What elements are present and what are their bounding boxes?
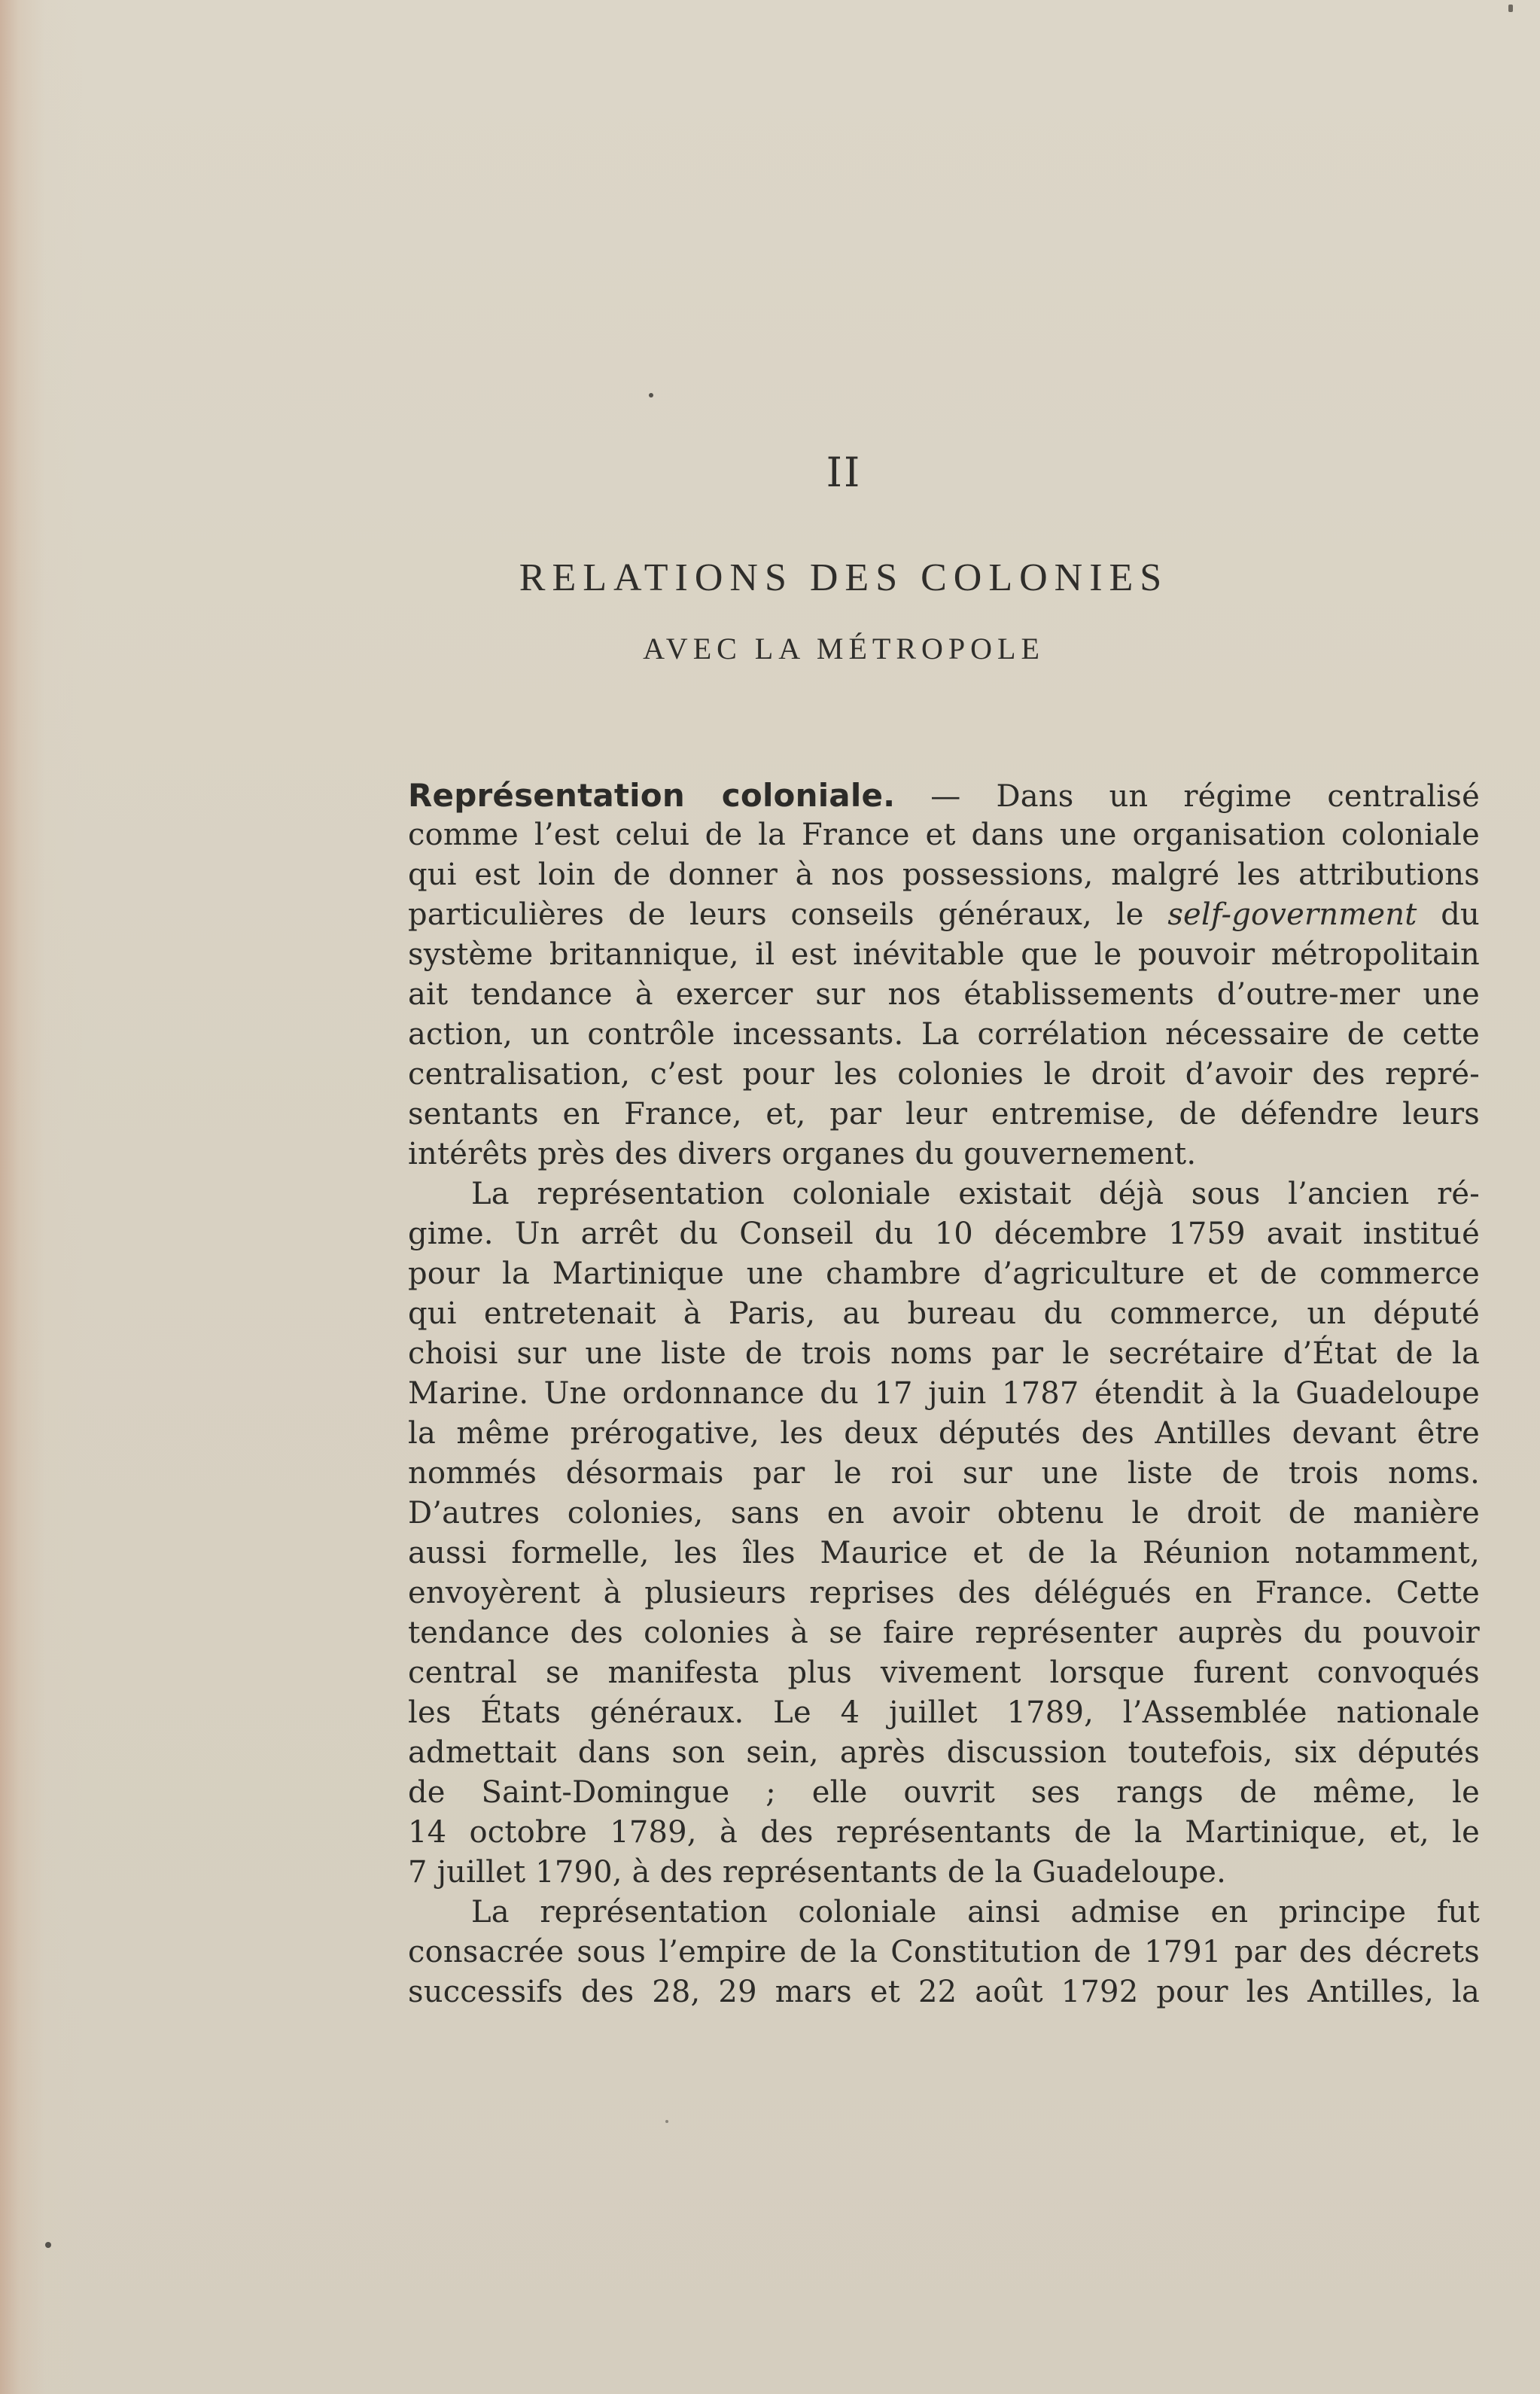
text-line: La représentation coloniale ainsi admise en principe fut (471, 1895, 1480, 1930)
text-line: D’autres colonies, sans en avoir obtenu le droit de manière (408, 1496, 1480, 1531)
text-line: pour la Martinique une chambre d’agriculture et de commerce (408, 1256, 1480, 1291)
text-line: 14 octobre 1789, à des représentants de la Martinique, et, le (408, 1815, 1480, 1850)
text-line: consacrée sous l’empire de la Constitution de 1791 par des décrets (408, 1935, 1480, 1969)
text-line: action, un contrôle incessants. La corrélation nécessaire de cette (408, 1017, 1480, 1052)
text-line: envoyèrent à plusieurs reprises des délégués en France. Cette (408, 1576, 1480, 1610)
text-fragment: — Dans un régime centralisé (895, 779, 1480, 814)
text-line: aussi formelle, les îles Maurice et de la Réunion notamment, (408, 1536, 1480, 1570)
text-line: central se manifesta plus vivement lorsque furent convoqués (408, 1655, 1480, 1690)
text-line: sentants en France, et, par leur entremise, de défendre leurs (408, 1097, 1480, 1132)
text-line (408, 775, 1480, 815)
text-line: tendance des colonies à se faire représenter auprès du pouvoir (408, 1616, 1480, 1650)
text-line: choisi sur une liste de trois noms par le secrétaire d’État de la (408, 1336, 1480, 1371)
text-line: la même prérogative, les deux députés des Antilles devant être (408, 1416, 1480, 1451)
text-line: centralisation, c’est pour les colonies le droit d’avoir des repré- (408, 1057, 1480, 1092)
text-line: nommés désormais par le roi sur une liste de trois noms. (408, 1456, 1480, 1491)
text-line: intérêts près des divers organes du gouvernement. (408, 1137, 1197, 1171)
paper-speck (1508, 5, 1513, 12)
text-line: de Saint-Domingue ; elle ouvrit ses rangs de même, le (408, 1775, 1480, 1810)
text-line: qui entretenait à Paris, au bureau du commerce, un député (408, 1296, 1480, 1331)
text-line: Marine. Une ordonnance du 17 juin 1787 étendit à la Guadeloupe (408, 1376, 1480, 1411)
text-line: successifs des 28, 29 mars et 22 août 1792 pour les Antilles, la (408, 1975, 1480, 2009)
text-line: admettait dans son sein, après discussion toutefois, six députés (408, 1735, 1480, 1770)
chapter-number: II (826, 449, 862, 496)
text-line: les États généraux. Le 4 juillet 1789, l’Assemblée nationale (408, 1695, 1480, 1730)
text-line: comme l’est celui de la France et dans une organisation coloniale (408, 818, 1480, 852)
text-line: gime. Un arrêt du Conseil du 10 décembre 1759 avait institué (408, 1217, 1480, 1251)
chapter-subtitle: AVEC LA MÉTROPOLE (643, 632, 1045, 666)
paper-speck (649, 393, 653, 397)
text-line: ait tendance à exercer sur nos établissements d’outre-mer une (408, 977, 1480, 1012)
chapter-title: RELATIONS DES COLONIES (519, 556, 1169, 599)
section-heading: Représentation coloniale. (408, 777, 896, 814)
text-line: La représentation coloniale existait déjà sous l’ancien ré- (471, 1177, 1480, 1211)
paper-speck (45, 2242, 51, 2248)
text-fragment: particulières de leurs conseils généraux, le (408, 897, 1168, 932)
text-fragment: du (1417, 897, 1480, 932)
text-line (408, 895, 1480, 935)
paper-speck (665, 2120, 668, 2123)
italic-term: self-government (1167, 897, 1417, 932)
text-line: qui est loin de donner à nos possessions, malgré les attributions (408, 857, 1480, 892)
body-text (408, 775, 1480, 2012)
text-line: système britannique, il est inévitable que le pouvoir métropolitain (408, 937, 1480, 972)
text-line: 7 juillet 1790, à des représentants de la Guadeloupe. (408, 1855, 1227, 1890)
